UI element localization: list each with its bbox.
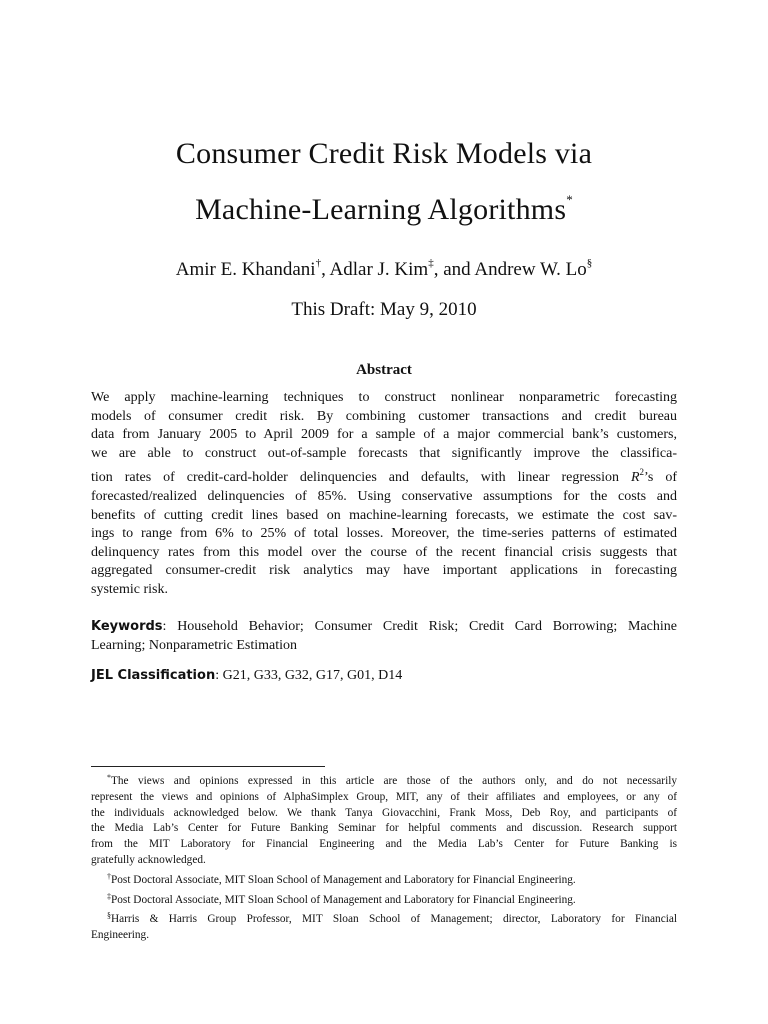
- keywords-line-2: Learning; Nonparametric Estimation: [91, 637, 298, 653]
- paper-title-line-2: [0, 192, 768, 227]
- footnote-1-line: from the MIT Laboratory for Financial Engineering and the Media Lab’s Center for Future Banking is: [91, 838, 677, 851]
- abstract-line: models of consumer credit risk. By combining customer transactions and credit bureau: [91, 408, 677, 424]
- footnote-3-mark: ‡: [107, 891, 111, 901]
- jel-codes: : G21, G33, G32, G17, G01, D14: [215, 668, 403, 683]
- footnote-2-mark: †: [107, 871, 111, 881]
- title-text-line-1: Consumer Credit Risk Models via: [175, 137, 593, 170]
- author-khandani-mark: †: [315, 257, 322, 269]
- abstract-line: aggregated consumer-credit risk analytics may have important applications in forecasting: [91, 563, 677, 579]
- footnote-3: [91, 889, 677, 909]
- footnote-1-line: gratefully acknowledged.: [91, 853, 206, 866]
- footnote-3-text: Post Doctoral Associate, MIT Sloan School of Management and Laboratory for Financial Engineering.: [111, 893, 576, 906]
- abstract-line: ings to range from 6% to 25% of total losses. Moreover, the time-series patterns of estimated: [91, 526, 677, 542]
- footnote-1-mark: *: [107, 773, 111, 782]
- footnote-1-line: [91, 770, 677, 790]
- footnote-2-text: Post Doctoral Associate, MIT Sloan School of Management and Laboratory for Financial Engineering.: [111, 873, 576, 886]
- r2-symbol: R: [630, 470, 640, 486]
- footnote-1-line: the individuals acknowledged below. We thank Tanya Giovacchini, Frank Moss, Deb Roy, and participants of: [91, 806, 677, 819]
- abstract-line-with-r2: [91, 463, 677, 488]
- jel-label: JEL Classification: [91, 668, 216, 683]
- keywords-line-1: [91, 618, 677, 637]
- abstract-line: delinquency rates from this model over the course of the recent financial crisis suggests that: [91, 544, 677, 560]
- footnote-divider: [91, 766, 325, 767]
- author-lo: Andrew W. Lo: [474, 259, 587, 280]
- author-kim-mark: ‡: [428, 257, 434, 269]
- author-kim: Adlar J. Kim: [329, 259, 429, 280]
- author-joiner: and: [443, 259, 471, 280]
- footnote-1-text: The views and opinions expressed in this article are those of the authors only, and do not necessarily: [111, 775, 677, 787]
- draft-date: This Draft: May 9, 2010: [291, 299, 477, 320]
- author-sep-1: ,: [321, 259, 326, 280]
- abstract-line: benefits of cutting credit lines based on machine-learning forecasts, we estimate the cost sav-: [91, 507, 677, 523]
- footnote-4-line: Engineering.: [91, 929, 150, 942]
- title-footnote-mark: *: [566, 192, 573, 207]
- keywords-text-1: : Household Behavior; Consumer Credit Risk; Credit Card Borrowing; Machine: [162, 619, 677, 634]
- abstract-line: data from January 2005 to April 2009 for a sample of a major commercial bank’s customers,: [91, 427, 677, 443]
- r2-exponent: 2: [639, 467, 645, 478]
- author-lo-mark: §: [586, 257, 593, 269]
- abstract-heading: Abstract: [356, 362, 412, 378]
- author-list: [0, 257, 768, 281]
- footnote-4-line: [91, 908, 677, 928]
- abstract-line: forecasted/realized delinquencies of 85%. Using conservative assumptions for the costs and: [91, 488, 677, 504]
- author-sep-2: ,: [433, 259, 439, 280]
- jel-classification: [91, 667, 677, 686]
- abstract-line-text: tion rates of credit-card-holder delinquencies and defaults, with linear regression: [91, 470, 619, 486]
- author-khandani: Amir E. Khandani: [175, 259, 316, 280]
- keywords-section: [91, 618, 677, 655]
- r2-suffix: ’s of: [644, 470, 678, 486]
- abstract-body: [91, 389, 677, 600]
- title-text-line-2: Machine-Learning Algorithms: [195, 193, 567, 226]
- footnote-2: [91, 869, 677, 889]
- footnote-1-line: represent the views and opinions of AlphaSimplex Group, MIT, any of their affiliates and employees, or any of: [91, 790, 677, 803]
- abstract-line: we are able to construct out-of-sample forecasts that significantly improve the classifica-: [91, 445, 677, 461]
- footnotes: [91, 770, 677, 944]
- footnote-4-text: Harris & Harris Group Professor, MIT Sloan School of Management; director, Laboratory for Financial: [111, 913, 677, 926]
- footnote-4-mark: §: [107, 911, 111, 921]
- keywords-label: Keywords: [91, 619, 163, 634]
- footnote-1-line: the Media Lab’s Center for Future Banking Seminar for helpful comments and discussion. Research support: [91, 822, 677, 835]
- paper-title-line-1: [0, 137, 768, 171]
- abstract-line: We apply machine-learning techniques to construct nonlinear nonparametric forecasting: [91, 390, 677, 405]
- abstract-line: systemic risk.: [91, 581, 168, 597]
